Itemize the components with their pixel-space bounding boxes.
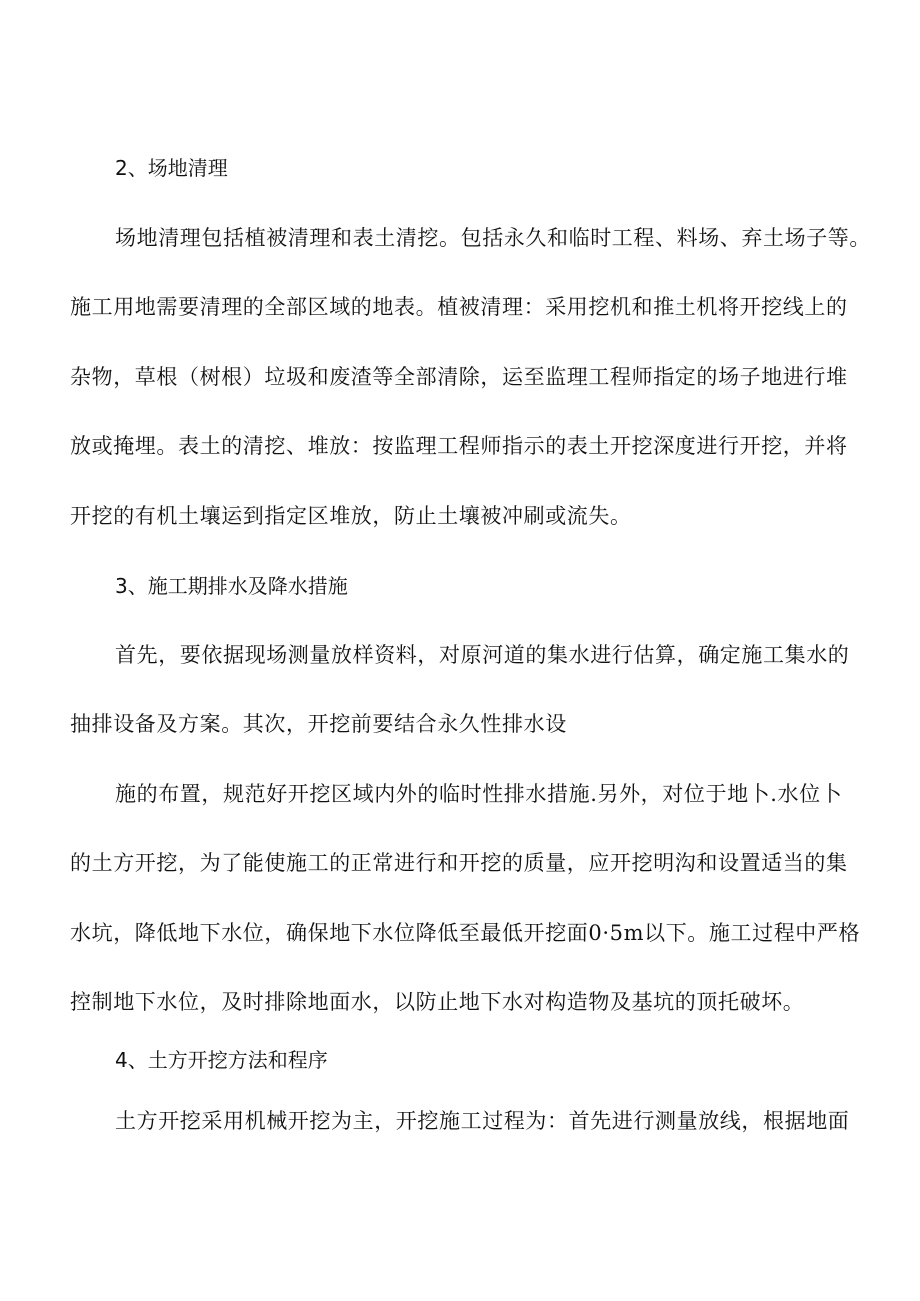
- paragraph-line: 施的布置，规范好开挖区域内外的临时性排水措施.另外，对位于地卜.水位卜: [115, 782, 843, 806]
- paragraph-line: 首先，要依据现场测量放样资料，对原河道的集水进行估算，确定施工集水的: [115, 643, 850, 667]
- paragraph-line: 杂物，草根（树根）垃圾和废渣等全部清除，运至监理工程师指定的场子地进行堆: [70, 365, 848, 389]
- paragraph-line: 开挖的有机土壤运到指定区堆放，防止土壤被冲刷或流失。: [70, 504, 632, 528]
- paragraph-line: 施工用地需要清理的全部区域的地表。植被清理：采用挖机和推土机将开挖线上的: [70, 295, 848, 319]
- paragraph-line: 场地清理包括植被清理和表土清挖。包括永久和临时工程、料场、弃土场子等。: [115, 226, 871, 250]
- section-heading: 3、施工期排水及降水措施: [115, 574, 348, 598]
- paragraph-line: 抽排设备及方案。其次，开挖前要结合永久性排水设: [70, 712, 567, 736]
- section-heading: 2、场地清理: [115, 156, 228, 180]
- paragraph-line: 放或掩埋。表土的清挖、堆放：按监理工程师指示的表土开挖深度进行开挖，并将: [70, 434, 848, 458]
- paragraph-line: 控制地下水位，及时排除地面水，以防止地下水对构造物及基坑的顶托破坏。: [70, 990, 805, 1014]
- section-heading: 4、土方开挖方法和程序: [115, 1048, 328, 1072]
- paragraph-line: 水坑，降低地下水位，确保地下水位降低至最低开挖面0·5m以下。施工过程中严格: [70, 921, 861, 945]
- paragraph-line: 的土方开挖，为了能使施工的正常进行和开挖的质量，应开挖明沟和设置适当的集: [70, 851, 848, 875]
- paragraph-line: 土方开挖采用机械开挖为主，开挖施工过程为：首先进行测量放线，根据地面: [115, 1109, 850, 1133]
